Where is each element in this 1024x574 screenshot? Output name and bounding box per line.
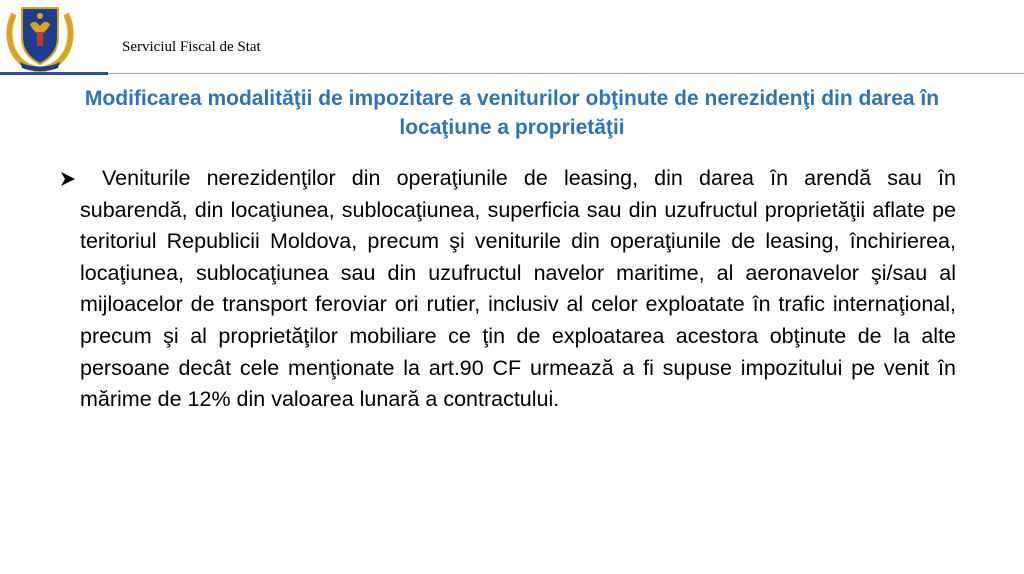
organization-name: Serviciul Fiscal de Stat xyxy=(122,39,261,55)
slide-body xyxy=(74,163,956,416)
slide-header xyxy=(0,0,1024,74)
arrow-bullet-icon xyxy=(60,171,76,187)
header-rule-thick xyxy=(0,72,108,75)
coat-of-arms-icon xyxy=(4,2,76,72)
body-paragraph: Veniturile nerezidenţilor din operaţiunile de leasing, din darea în arendă sau în subarendă, din locaţiunea, sublocaţiunea, superficia sau din uzufructul proprietăţii aflate pe teritoriul Republicii Moldova, precum şi veniturile din operaţiunile de leasing, închirierea, locaţiunea, sublocaţiunea sau din uzufructul navelor maritime, al aeronavelor şi/sau al mijloacelor de transport feroviar ori rutier, inclusiv al celor exploatate în trafic internaţional, precum şi al proprietăţilor mobiliare ce ţin de exploatarea acestora obţinute de la alte persoane decât cele menţionate la art.90 CF urmează a fi supuse impozitului pe venit în mărime de 12% din valoarea lunară a contractului. xyxy=(80,166,956,412)
slide-title: Modificarea modalităţii de impozitare a veniturilor obţinute de nerezidenţi din darea în locaţiune a proprietăţii xyxy=(84,87,940,139)
header-rule-thin xyxy=(108,73,1024,74)
